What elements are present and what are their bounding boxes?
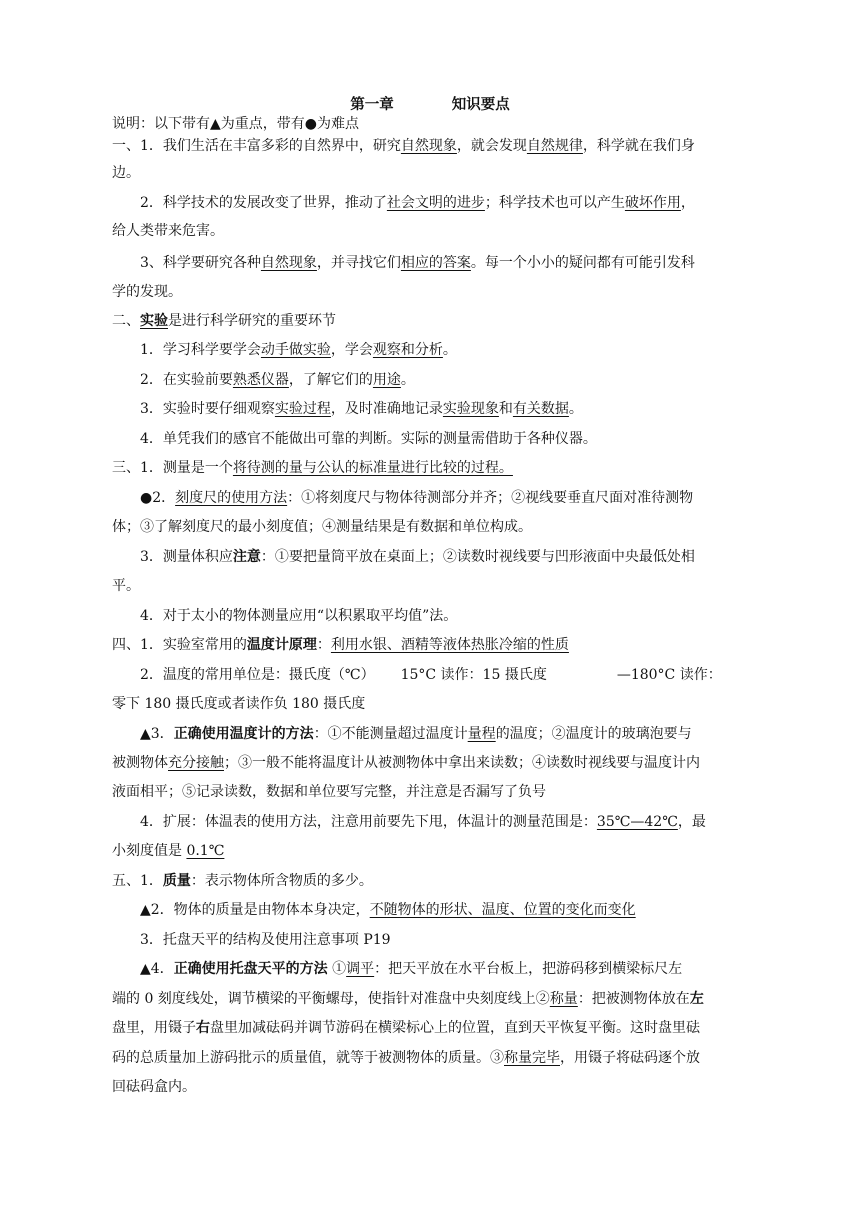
s1-item3-line1: 3、科学要研究各种自然现象，并寻找它们相应的答案。每一个小小的疑问都有可能引发科 bbox=[140, 255, 695, 271]
s5-item4-line1: ▲4．正确使用托盘天平的方法 ①调平：把天平放在水平台板上，把游码移到横梁标尺左 bbox=[140, 961, 683, 977]
s2-item3: 3．实验时要仔细观察实验过程，及时准确地记录实验现象和有关数据。 bbox=[140, 401, 583, 417]
s5-item1: 五、1．质量：表示物体所含物质的多少。 bbox=[112, 873, 373, 889]
s4-item4-line2: 小刻度值是 0.1℃ bbox=[112, 843, 225, 859]
s5-item4-line2: 端的 0 刻度线处，调节横梁的平衡螺母，使指针对准盘中央刻度线上②称量：把被测物体放在左 bbox=[112, 991, 704, 1007]
s4-item3-line3: 液面相平；⑤记录读数，数据和单位要写完整，并注意是否漏写了负号 bbox=[112, 784, 546, 800]
s5-item4-line3: 盘里，用镊子右盘里加减砝码并调节游码在横梁标心上的位置，直到天平恢复平衡。这时盘里砝 bbox=[112, 1020, 700, 1036]
s1-item3-line2: 学的发现。 bbox=[112, 284, 182, 300]
s2-item2: 2．在实验前要熟悉仪器，了解它们的用途。 bbox=[140, 372, 415, 388]
s5-item3: 3．托盘天平的结构及使用注意事项 P19 bbox=[140, 932, 391, 948]
s1-item2-line2: 给人类带来危害。 bbox=[112, 223, 224, 239]
s5-item4-line4: 码的总质量加上游码批示的质量值，就等于被测物体的质量。③称量完毕，用镊子将砝码逐个放 bbox=[112, 1050, 700, 1066]
s5-item2: ▲2．物体的质量是由物体本身决定，不随物体的形状、温度、位置的变化而变化 bbox=[140, 902, 636, 918]
s4-item4-line1: 4．扩展：体温表的使用方法，注意用前要先下甩，体温计的测量范围是：35℃—42℃，最 bbox=[140, 814, 706, 830]
s2-item1: 1．学习科学要学会动手做实验，学会观察和分析。 bbox=[140, 342, 457, 358]
s4-item3-line1: ▲3．正确使用温度计的方法：①不能测量超过温度计量程的温度；②温度计的玻璃泡要与 bbox=[140, 726, 692, 742]
s2-item4: 4．单凭我们的感官不能做出可靠的判断。实际的测量需借助于各种仪器。 bbox=[140, 431, 597, 447]
s3-item2-line2: 体；③了解刻度尺的最小刻度值；④测量结果是有数据和单位构成。 bbox=[112, 519, 532, 535]
s4-item1: 四、1．实验室常用的温度计原理：利用水银、酒精等液体热胀冷缩的性质 bbox=[112, 637, 569, 653]
s2-heading: 二、实验是进行科学研究的重要环节 bbox=[112, 313, 336, 329]
s3-item2-line1: ●2．刻度尺的使用方法：①将刻度尺与物体待测部分并齐；②视线要垂直尺面对准待测物 bbox=[140, 490, 694, 506]
s3-item3-line2: 平。 bbox=[112, 578, 140, 594]
s3-item1: 三、1．测量是一个将待测的量与公认的标准量进行比较的过程。 bbox=[112, 460, 513, 476]
chapter-label: 第一章 bbox=[350, 97, 394, 113]
s4-item3-line2: 被测物体充分接触；③一般不能将温度计从被测物体中拿出来读数；④读数时视线要与温度计内 bbox=[112, 755, 700, 771]
s4-item2-line1: 2．温度的常用单位是：摄氏度（℃） 15°C 读作：15 摄氏度 —180°C 读作： bbox=[140, 667, 722, 683]
legend-note: 说明：以下带有▲为重点，带有●为难点 bbox=[112, 116, 359, 132]
s4-item2-line2: 零下 180 摄氏度或者读作负 180 摄氏度 bbox=[112, 696, 366, 712]
chapter-title bbox=[0, 93, 860, 114]
s5-item4-line5: 回砝码盒内。 bbox=[112, 1079, 196, 1095]
s1-item2-line1: 2．科学技术的发展改变了世界，推动了社会文明的进步；科学技术也可以产生破坏作用， bbox=[140, 195, 695, 211]
s3-item3-line1: 3．测量体积应注意：①要把量筒平放在桌面上；②读数时视线要与凹形液面中央最低处相 bbox=[140, 549, 695, 565]
s3-item4: 4．对于太小的物体测量应用“以积累取平均值”法。 bbox=[140, 608, 458, 624]
s1-item1-line2: 边。 bbox=[112, 165, 140, 181]
s1-item1-line1: 一、1．我们生活在丰富多彩的自然界中，研究自然现象，就会发现自然规律，科学就在我们身 bbox=[112, 138, 695, 154]
chapter-topic: 知识要点 bbox=[451, 97, 510, 113]
